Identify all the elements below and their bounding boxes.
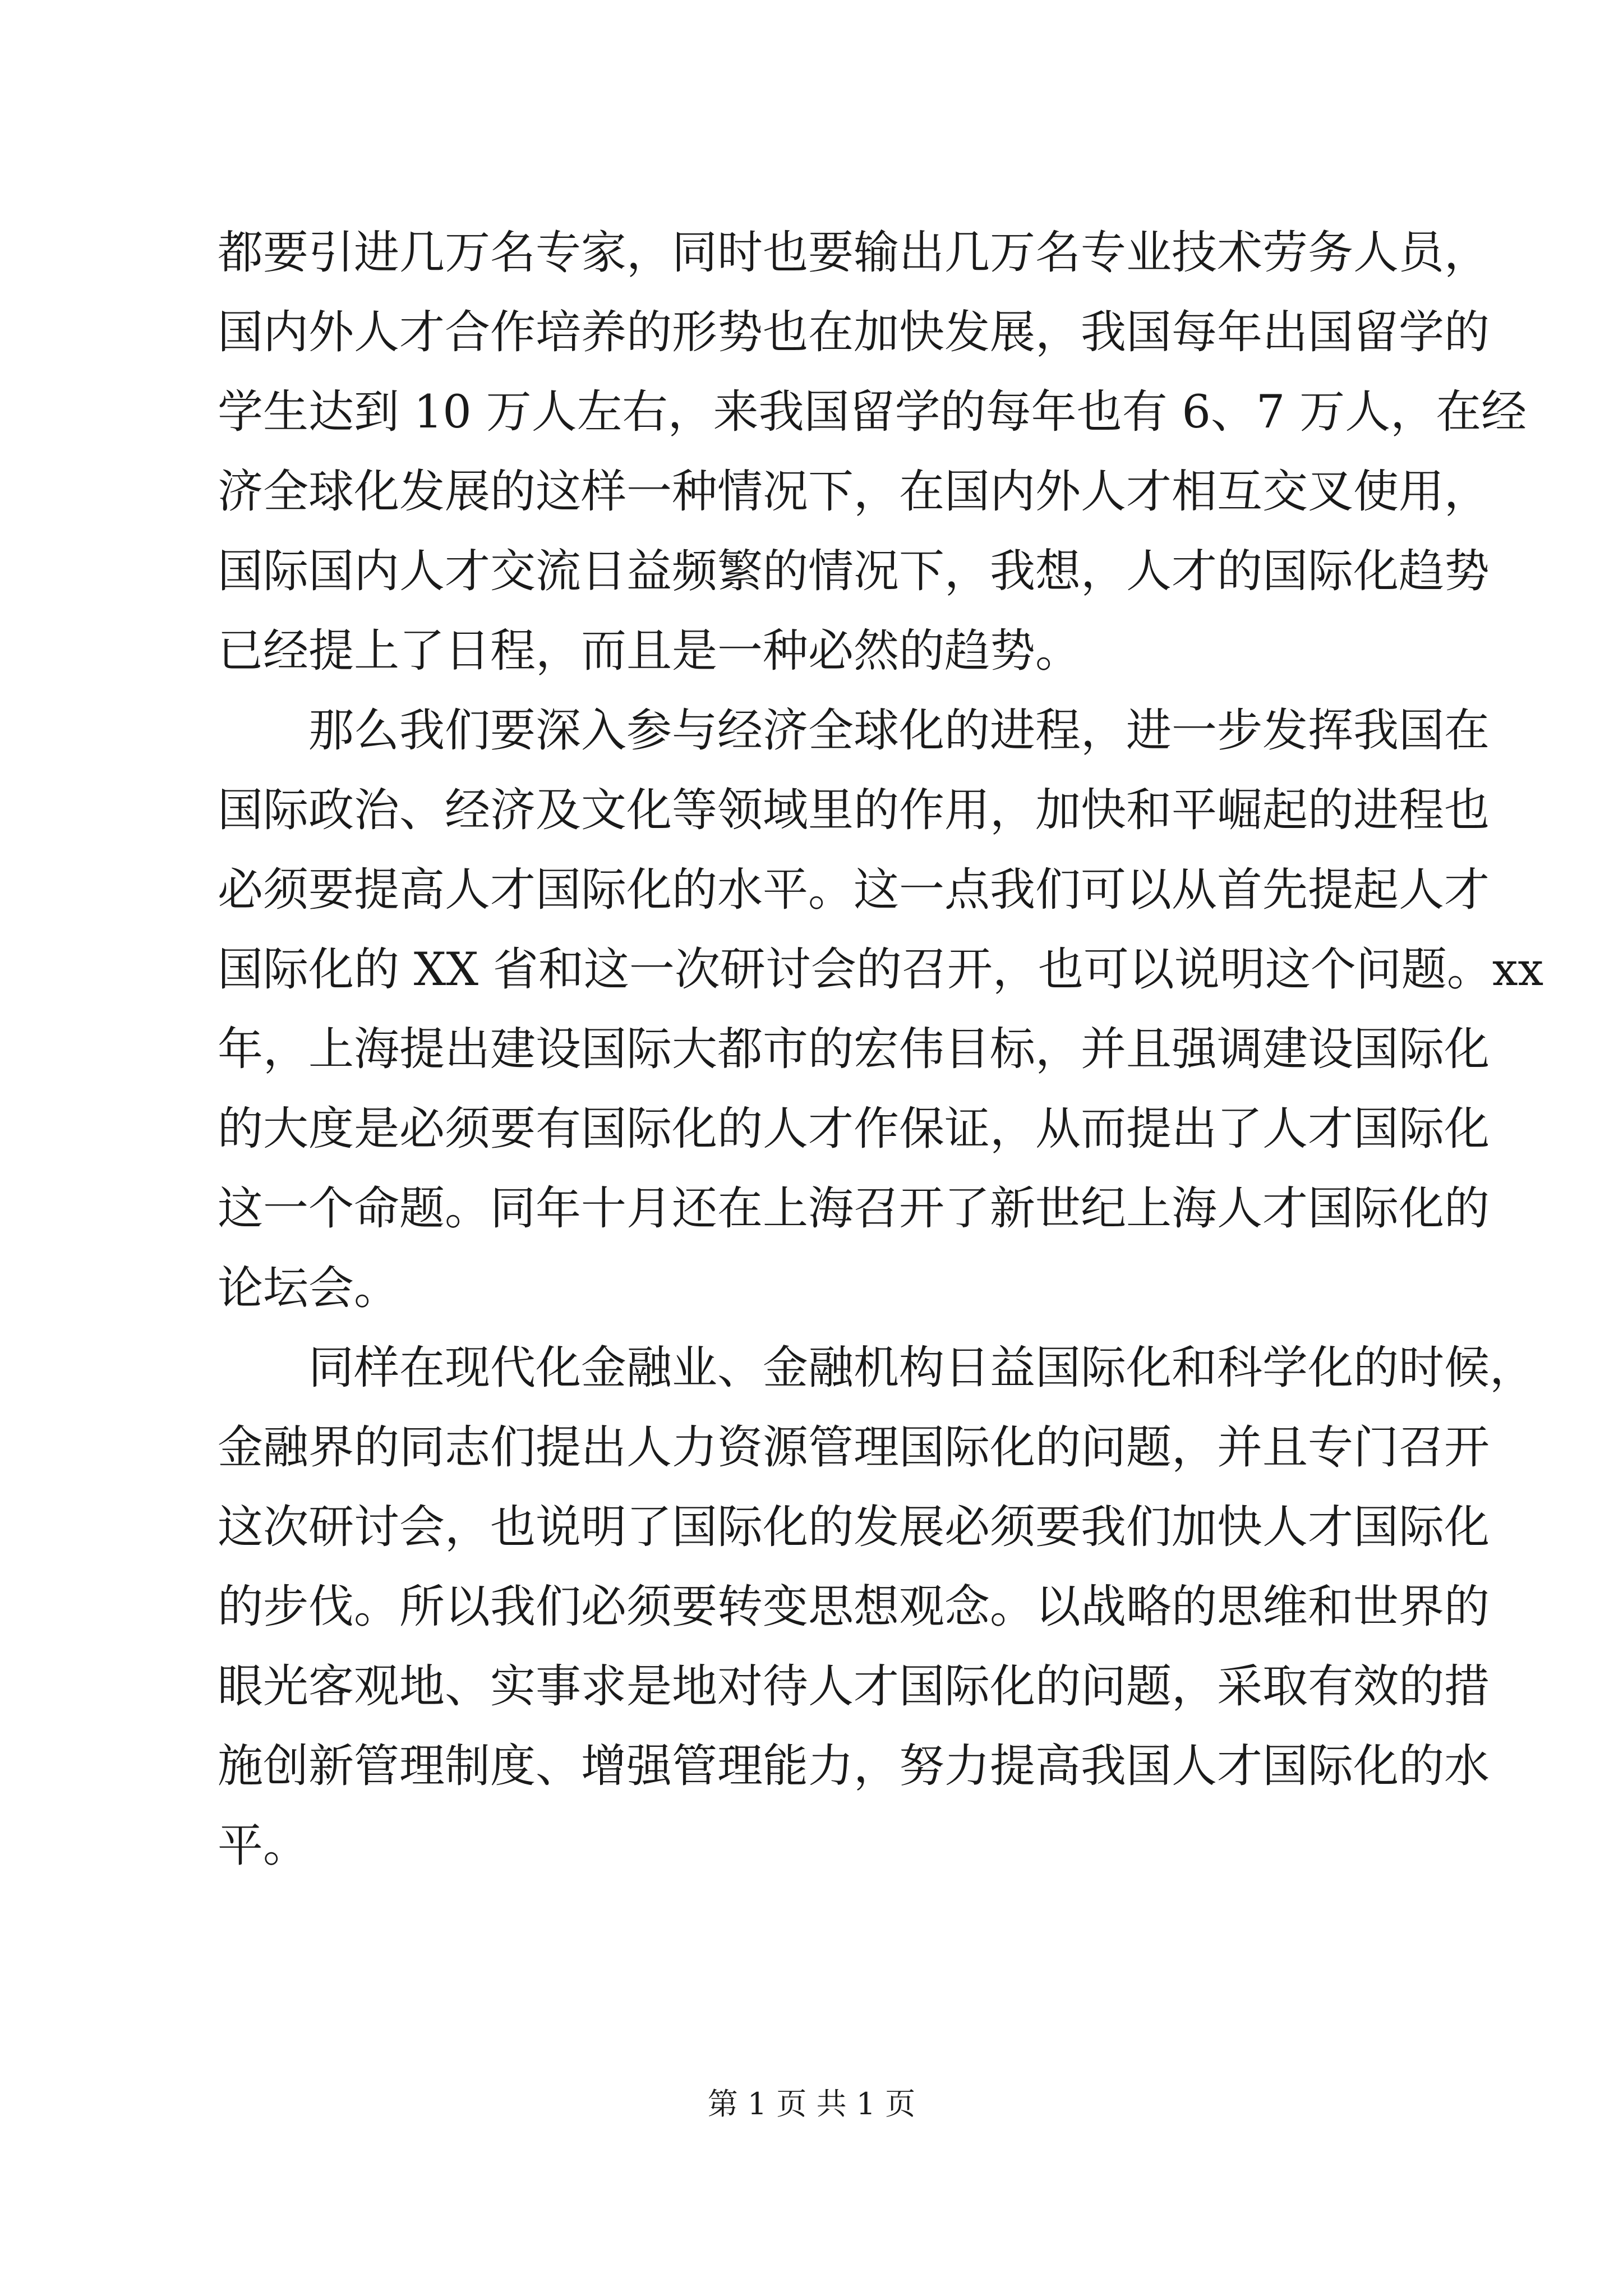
text-line: 这一个命题。同年十月还在上海召开了新世纪上海人才国际化的 <box>218 1182 1490 1235</box>
text-line: 平。 <box>218 1820 309 1872</box>
text-line: 国际化的 XX 省和这一次研讨会的召开，也可以说明这个问题。xx <box>218 944 1544 996</box>
document-body <box>218 213 1544 1886</box>
text-line: 施创新管理制度、增强管理能力，努力提高我国人才国际化的水 <box>218 1740 1490 1793</box>
text-line: 已经提上了日程，而且是一种必然的趋势。 <box>218 625 1081 678</box>
text-line: 必须要提高人才国际化的水平。这一点我们可以从首先提起人才 <box>218 864 1490 917</box>
text-line: 都要引进几万名专家，同时也要输出几万名专业技术劳务人员， <box>218 227 1490 279</box>
text-line: 年，上海提出建设国际大都市的宏伟目标，并且强调建设国际化 <box>218 1023 1490 1076</box>
text-line: 的大度是必须要有国际化的人才作保证，从而提出了人才国际化 <box>218 1103 1490 1156</box>
text-line: 国际国内人才交流日益频繁的情况下，我想，人才的国际化趋势 <box>218 545 1490 598</box>
text-line: 国际政治、经济及文化等领域里的作用，加快和平崛起的进程也 <box>218 784 1490 837</box>
page-number: 第 1 页 共 1 页 <box>707 2086 916 2122</box>
text-line: 金融界的同志们提出人力资源管理国际化的问题，并且专门召开 <box>218 1421 1490 1474</box>
text-line: 论坛会。 <box>218 1262 400 1315</box>
page-footer <box>0 2085 1623 2124</box>
text-line: 学生达到 10 万人左右，来我国留学的每年也有 6、7 万人，在经 <box>218 386 1527 439</box>
text-line: 那么我们要深入参与经济全球化的进程，进一步发挥我国在 <box>308 705 1490 757</box>
text-line: 济全球化发展的这样一种情况下，在国内外人才相互交叉使用， <box>218 466 1490 518</box>
text-line: 眼光客观地、实事求是地对待人才国际化的问题，采取有效的措 <box>218 1660 1490 1713</box>
text-line: 国内外人才合作培养的形势也在加快发展，我国每年出国留学的 <box>218 306 1490 359</box>
text-line: 的步伐。所以我们必须要转变思想观念。以战略的思维和世界的 <box>218 1581 1490 1634</box>
text-line: 同样在现代化金融业、金融机构日益国际化和科学化的时候， <box>308 1342 1536 1395</box>
text-line: 这次研讨会，也说明了国际化的发展必须要我们加快人才国际化 <box>218 1501 1490 1554</box>
